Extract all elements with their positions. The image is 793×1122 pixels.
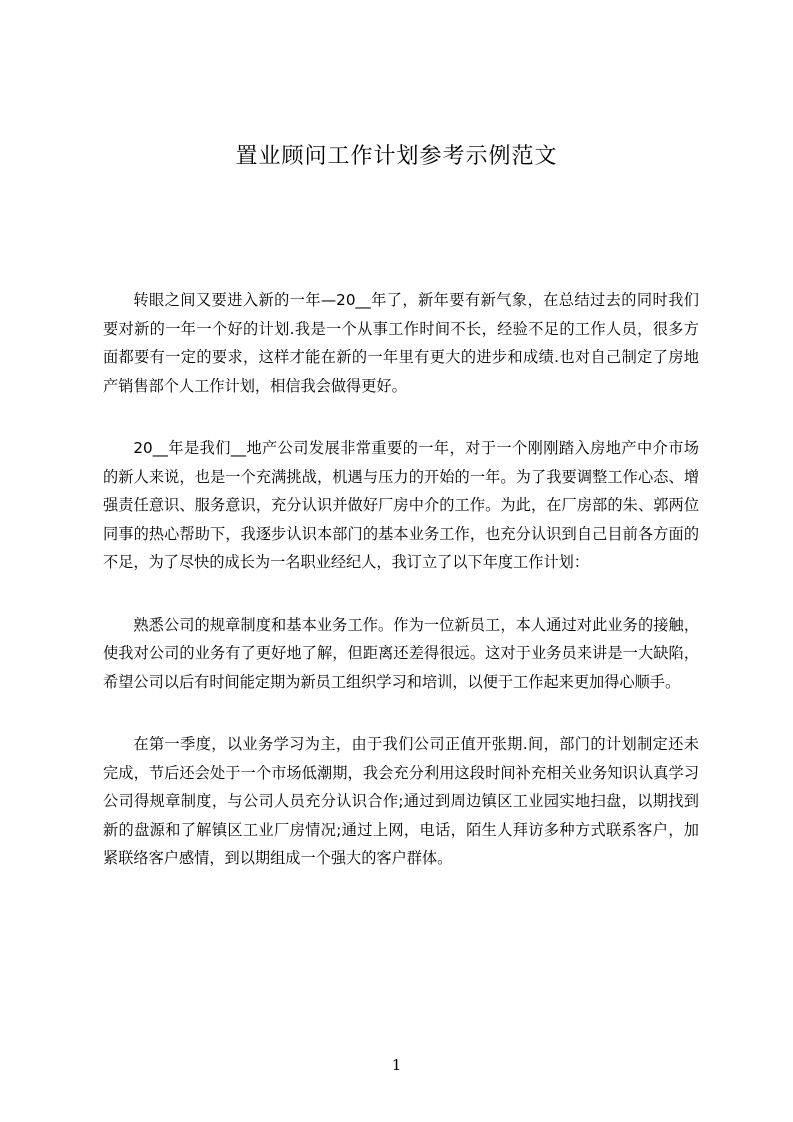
paragraph-4: 在第一季度，以业务学习为主，由于我们公司正值开张期.间，部门的计划制定还未完成，节后还会处于一个市场低潮期，我会充分利用这段时间补充相关业务知识认真学习公司得规章制度，与公司人员充分认识合作;通过到周边镇区工业园实地扫盘，以期找到新的盘源和了解镇区工业厂房情况;通过上网，电话，陌生人拜访多种方式联系客户，加紧联络客户感情，到以期组成一个强大的客户群体。 bbox=[103, 735, 699, 867]
paragraph-1: 转眼之间又要进入新的一年—20__年了，新年要有新气象，在总结过去的同时我们要对新的一年一个好的计划.我是一个从事工作时间不长，经验不足的工作人员，很多方面都要有一定的要求，这样才能在新的一年里有更大的进步和成绩.也对自己制定了房地产销售部个人工作计划，相信我会做得更好。 bbox=[103, 291, 699, 395]
paragraph-2: 20__年是我们__地产公司发展非常重要的一年，对于一个刚刚踏入房地产中介市场的新人来说，也是一个充满挑战，机遇与压力的开始的一年。为了我要调整工作心态、增强责任意识、服务意识，充分认识并做好厂房中介的工作。为此，在厂房部的朱、郭两位同事的热心帮助下，我逐步认识本部门的基本业务工作，也充分认识到自己目前各方面的不足，为了尽快的成长为一名职业经纪人，我订立了以下年度工作计划： bbox=[103, 439, 699, 571]
paragraph-3: 熟悉公司的规章制度和基本业务工作。作为一位新员工，本人通过对此业务的接触，使我对公司的业务有了更好地了解，但距离还差得很远。这对于业务员来讲是一大缺陷，希望公司以后有时间能定期为新员工组织学习和培训，以便于工作起来更加得心顺手。 bbox=[103, 615, 699, 691]
page-title: 置业顾问工作计划参考示例范文 bbox=[235, 144, 558, 169]
page-number: 1 bbox=[391, 1056, 402, 1074]
document-body bbox=[103, 286, 699, 907]
